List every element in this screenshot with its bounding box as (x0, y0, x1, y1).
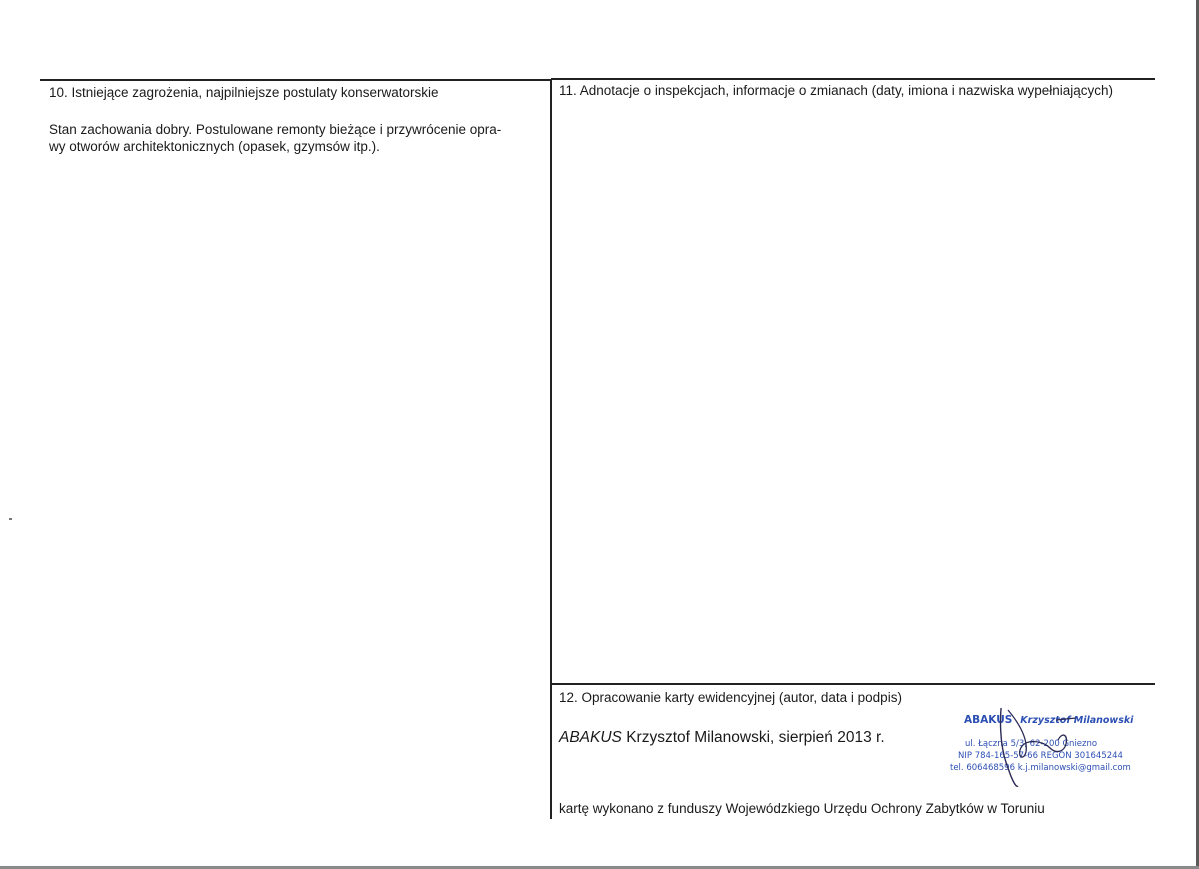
author-details: Krzysztof Milanowski, sierpień 2013 r. (621, 729, 885, 746)
section12-top-rule (551, 683, 1155, 685)
stamp-person-name: Krzysztof Milanowski (1020, 715, 1134, 726)
section12-footer: kartę wykonano z funduszy Wojewódzkiego Urzędu Ochrony Zabytków w Toruniu (559, 801, 1045, 816)
section10-heading: 10. Istniejące zagrożenia, najpilniejsze postulaty konserwatorskie (49, 85, 439, 100)
author-company: ABAKUS (559, 729, 622, 746)
stamp-company: ABAKUS (964, 714, 1013, 726)
signature-icon (938, 708, 1148, 788)
stamp-contact: tel. 606468596 k.j.milanowski@gmail.com (950, 763, 1131, 773)
section11-heading: 11. Adnotacje o inspekcjach, informacje o zmianach (daty, imiona i nazwiska wypełniających) (559, 83, 1114, 98)
stamp-nip-regon: NIP 784-165-57-66 REGON 301645244 (958, 751, 1123, 761)
company-stamp (938, 708, 1148, 783)
section12-heading: 12. Opracowanie karty ewidencyjnej (autor, data i podpis) (559, 690, 902, 705)
section10-body-line1: Stan zachowania dobry. Postulowane remonty bieżące i przywrócenie opra- (49, 122, 502, 137)
section11-top-rule (551, 78, 1155, 80)
section10-body (49, 121, 501, 155)
section10-body-line2: wy otworów architektonicznych (opasek, gzymsów itp.). (49, 139, 380, 154)
section10-top-rule (40, 79, 550, 81)
column-divider (550, 79, 552, 819)
stamp-address: ul. Łączna 5/3, 62-200 Gniezno (965, 739, 1098, 749)
scan-speck (9, 518, 12, 520)
section12-author (559, 729, 885, 747)
